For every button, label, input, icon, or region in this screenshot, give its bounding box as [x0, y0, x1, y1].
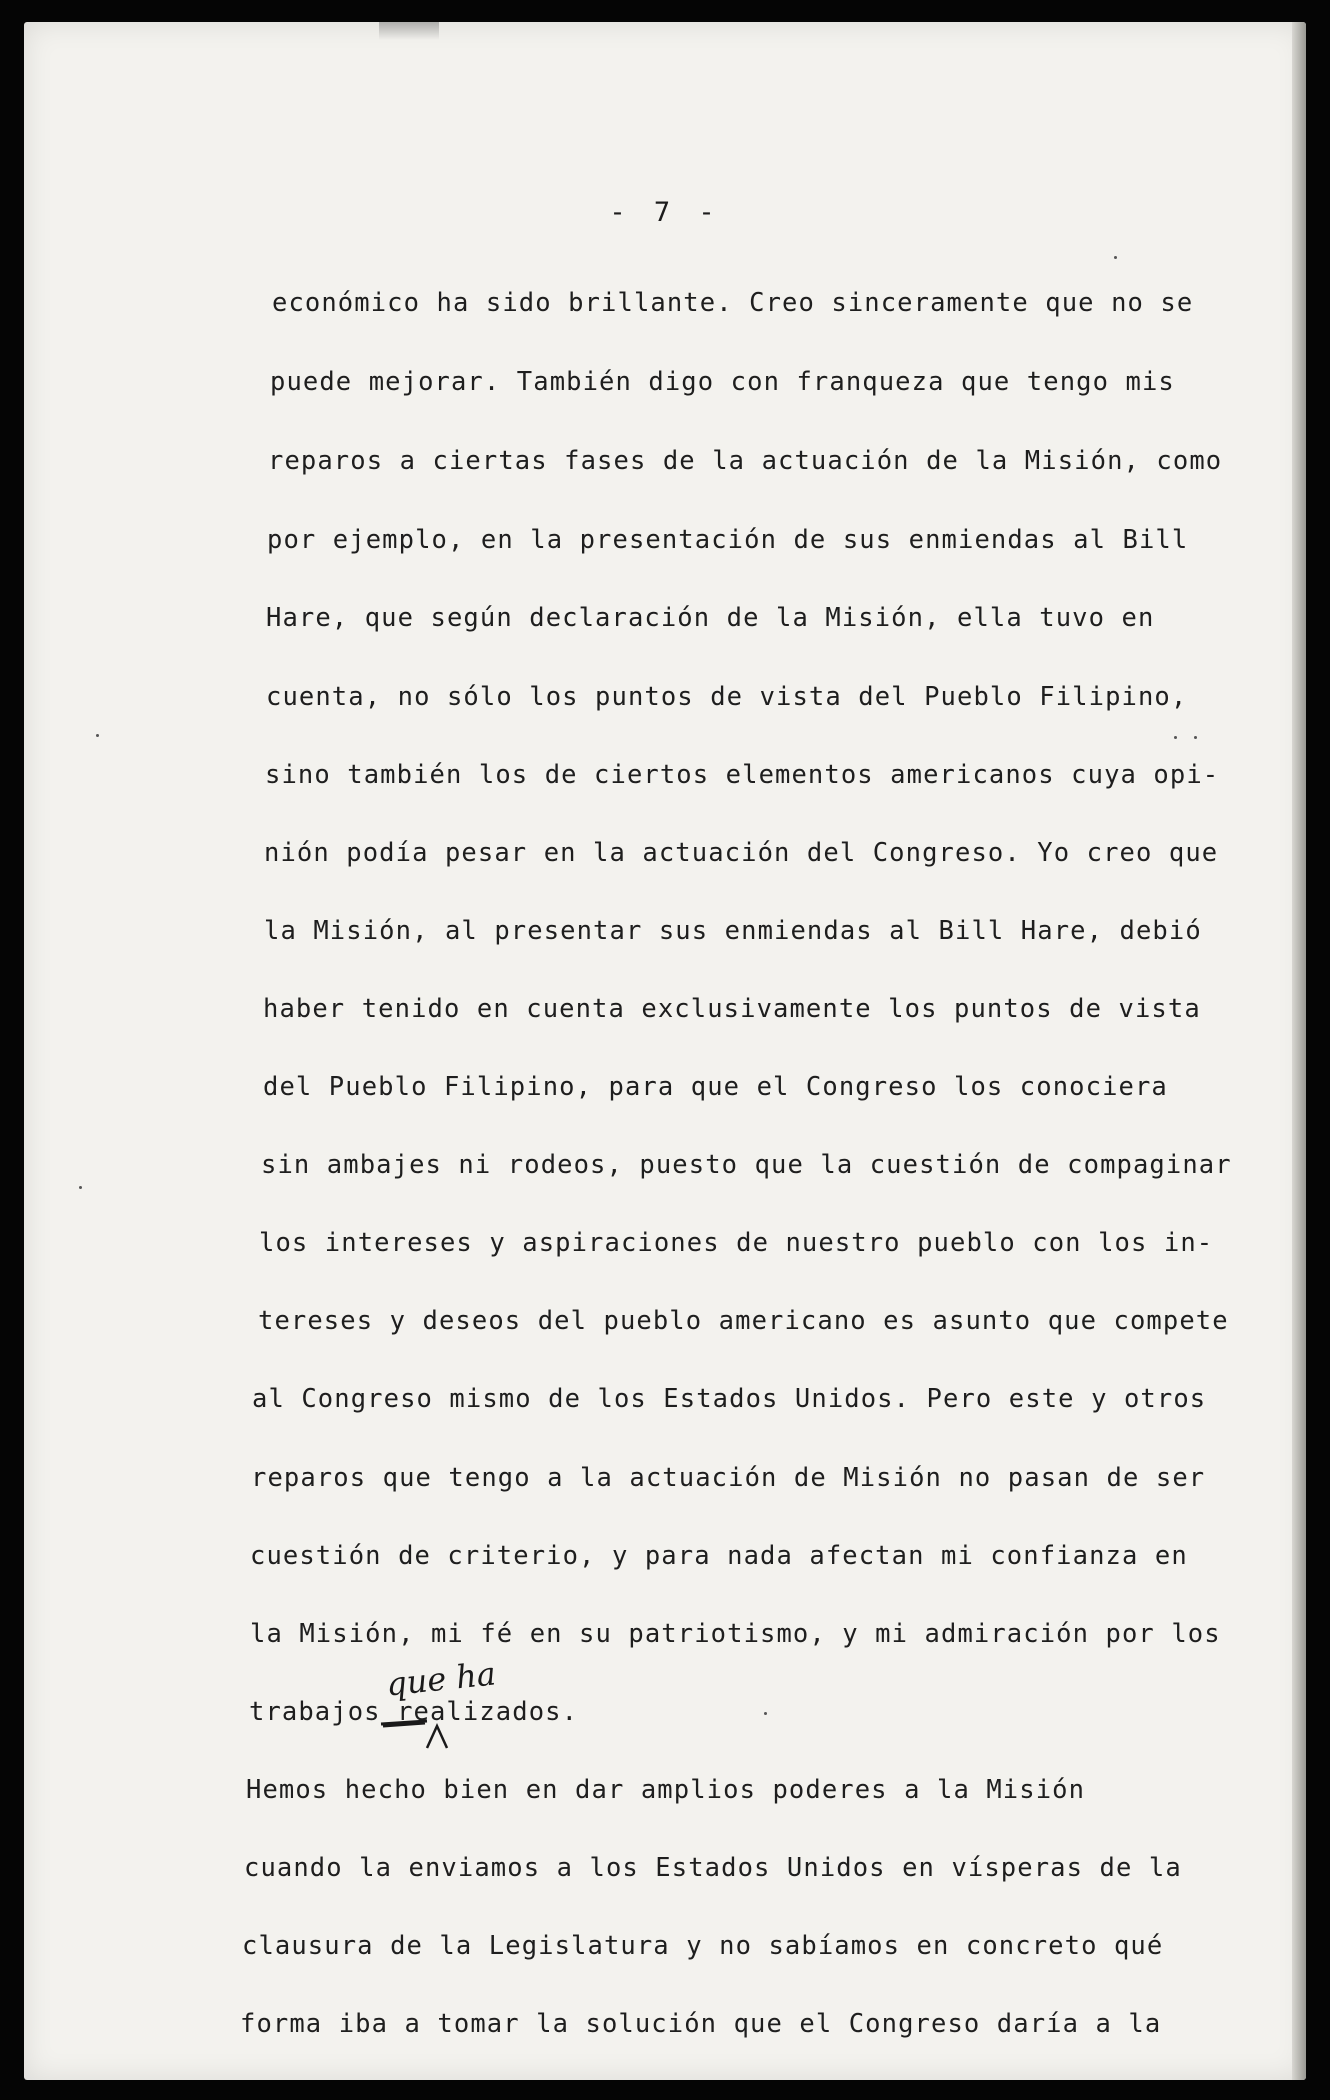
scan-speck	[1114, 256, 1117, 259]
text-line: puede mejorar. También digo con franqueza que tengo mis	[270, 367, 1175, 397]
text-line: trabajos realizados.	[249, 1697, 579, 1727]
text-line: reparos a ciertas fases de la actuación de la Misión, como	[268, 446, 1223, 476]
body-text	[24, 22, 1306, 2080]
text-line: cuando la enviamos a los Estados Unidos en vísperas de la	[244, 1853, 1182, 1883]
text-line: reparos que tengo a la actuación de Misión no pasan de ser	[251, 1463, 1206, 1493]
text-line: cuenta, no sólo los puntos de vista del Pueblo Filipino,	[266, 682, 1188, 712]
text-line: forma iba a tomar la solución que el Congreso daría a la	[240, 2009, 1162, 2039]
strikethrough-mark	[379, 1712, 429, 1732]
text-line: Hare, que según declaración de la Misión, ella tuvo en	[266, 603, 1155, 633]
scan-speck	[764, 1712, 767, 1715]
text-line: económico ha sido brillante. Creo sinceramente que no se	[272, 288, 1194, 318]
handwritten-insertion: que ha	[384, 1654, 498, 1704]
text-line: los intereses y aspiraciones de nuestro pueblo con los in-	[259, 1228, 1214, 1258]
text-line: tereses y deseos del pueblo americano es asunto que compete	[258, 1306, 1229, 1336]
scan-speck	[1194, 736, 1197, 739]
text-line: por ejemplo, en la presentación de sus enmiendas al Bill	[267, 525, 1189, 555]
text-line: cuestión de criterio, y para nada afectan mi confianza en	[250, 1541, 1188, 1571]
text-line: sino también los de ciertos elementos americanos cuya opi-	[265, 760, 1220, 790]
text-line: nión podía pesar en la actuación del Congreso. Yo creo que	[264, 838, 1219, 868]
document-page	[24, 22, 1306, 2080]
text-line: sin ambajes ni rodeos, puesto que la cuestión de compaginar	[261, 1150, 1232, 1180]
text-line: Hemos hecho bien en dar amplios poderes a la Misión	[246, 1775, 1086, 1805]
text-line: al Congreso mismo de los Estados Unidos. Pero este y otros	[252, 1384, 1207, 1414]
scan-speck	[79, 1186, 82, 1189]
scan-speck	[96, 734, 99, 737]
text-line: la Misión, al presentar sus enmiendas al Bill Hare, debió	[264, 916, 1202, 946]
text-line: del Pueblo Filipino, para que el Congreso los conociera	[263, 1072, 1168, 1102]
insertion-caret-icon	[424, 1722, 450, 1750]
scan-speck	[1174, 736, 1177, 739]
text-line: haber tenido en cuenta exclusivamente los puntos de vista	[263, 994, 1201, 1024]
text-line: la Misión, mi fé en su patriotismo, y mi admiración por los	[250, 1619, 1221, 1649]
page-number: - 7 -	[609, 197, 721, 228]
text-line: clausura de la Legislatura y no sabíamos en concreto qué	[242, 1931, 1164, 1961]
